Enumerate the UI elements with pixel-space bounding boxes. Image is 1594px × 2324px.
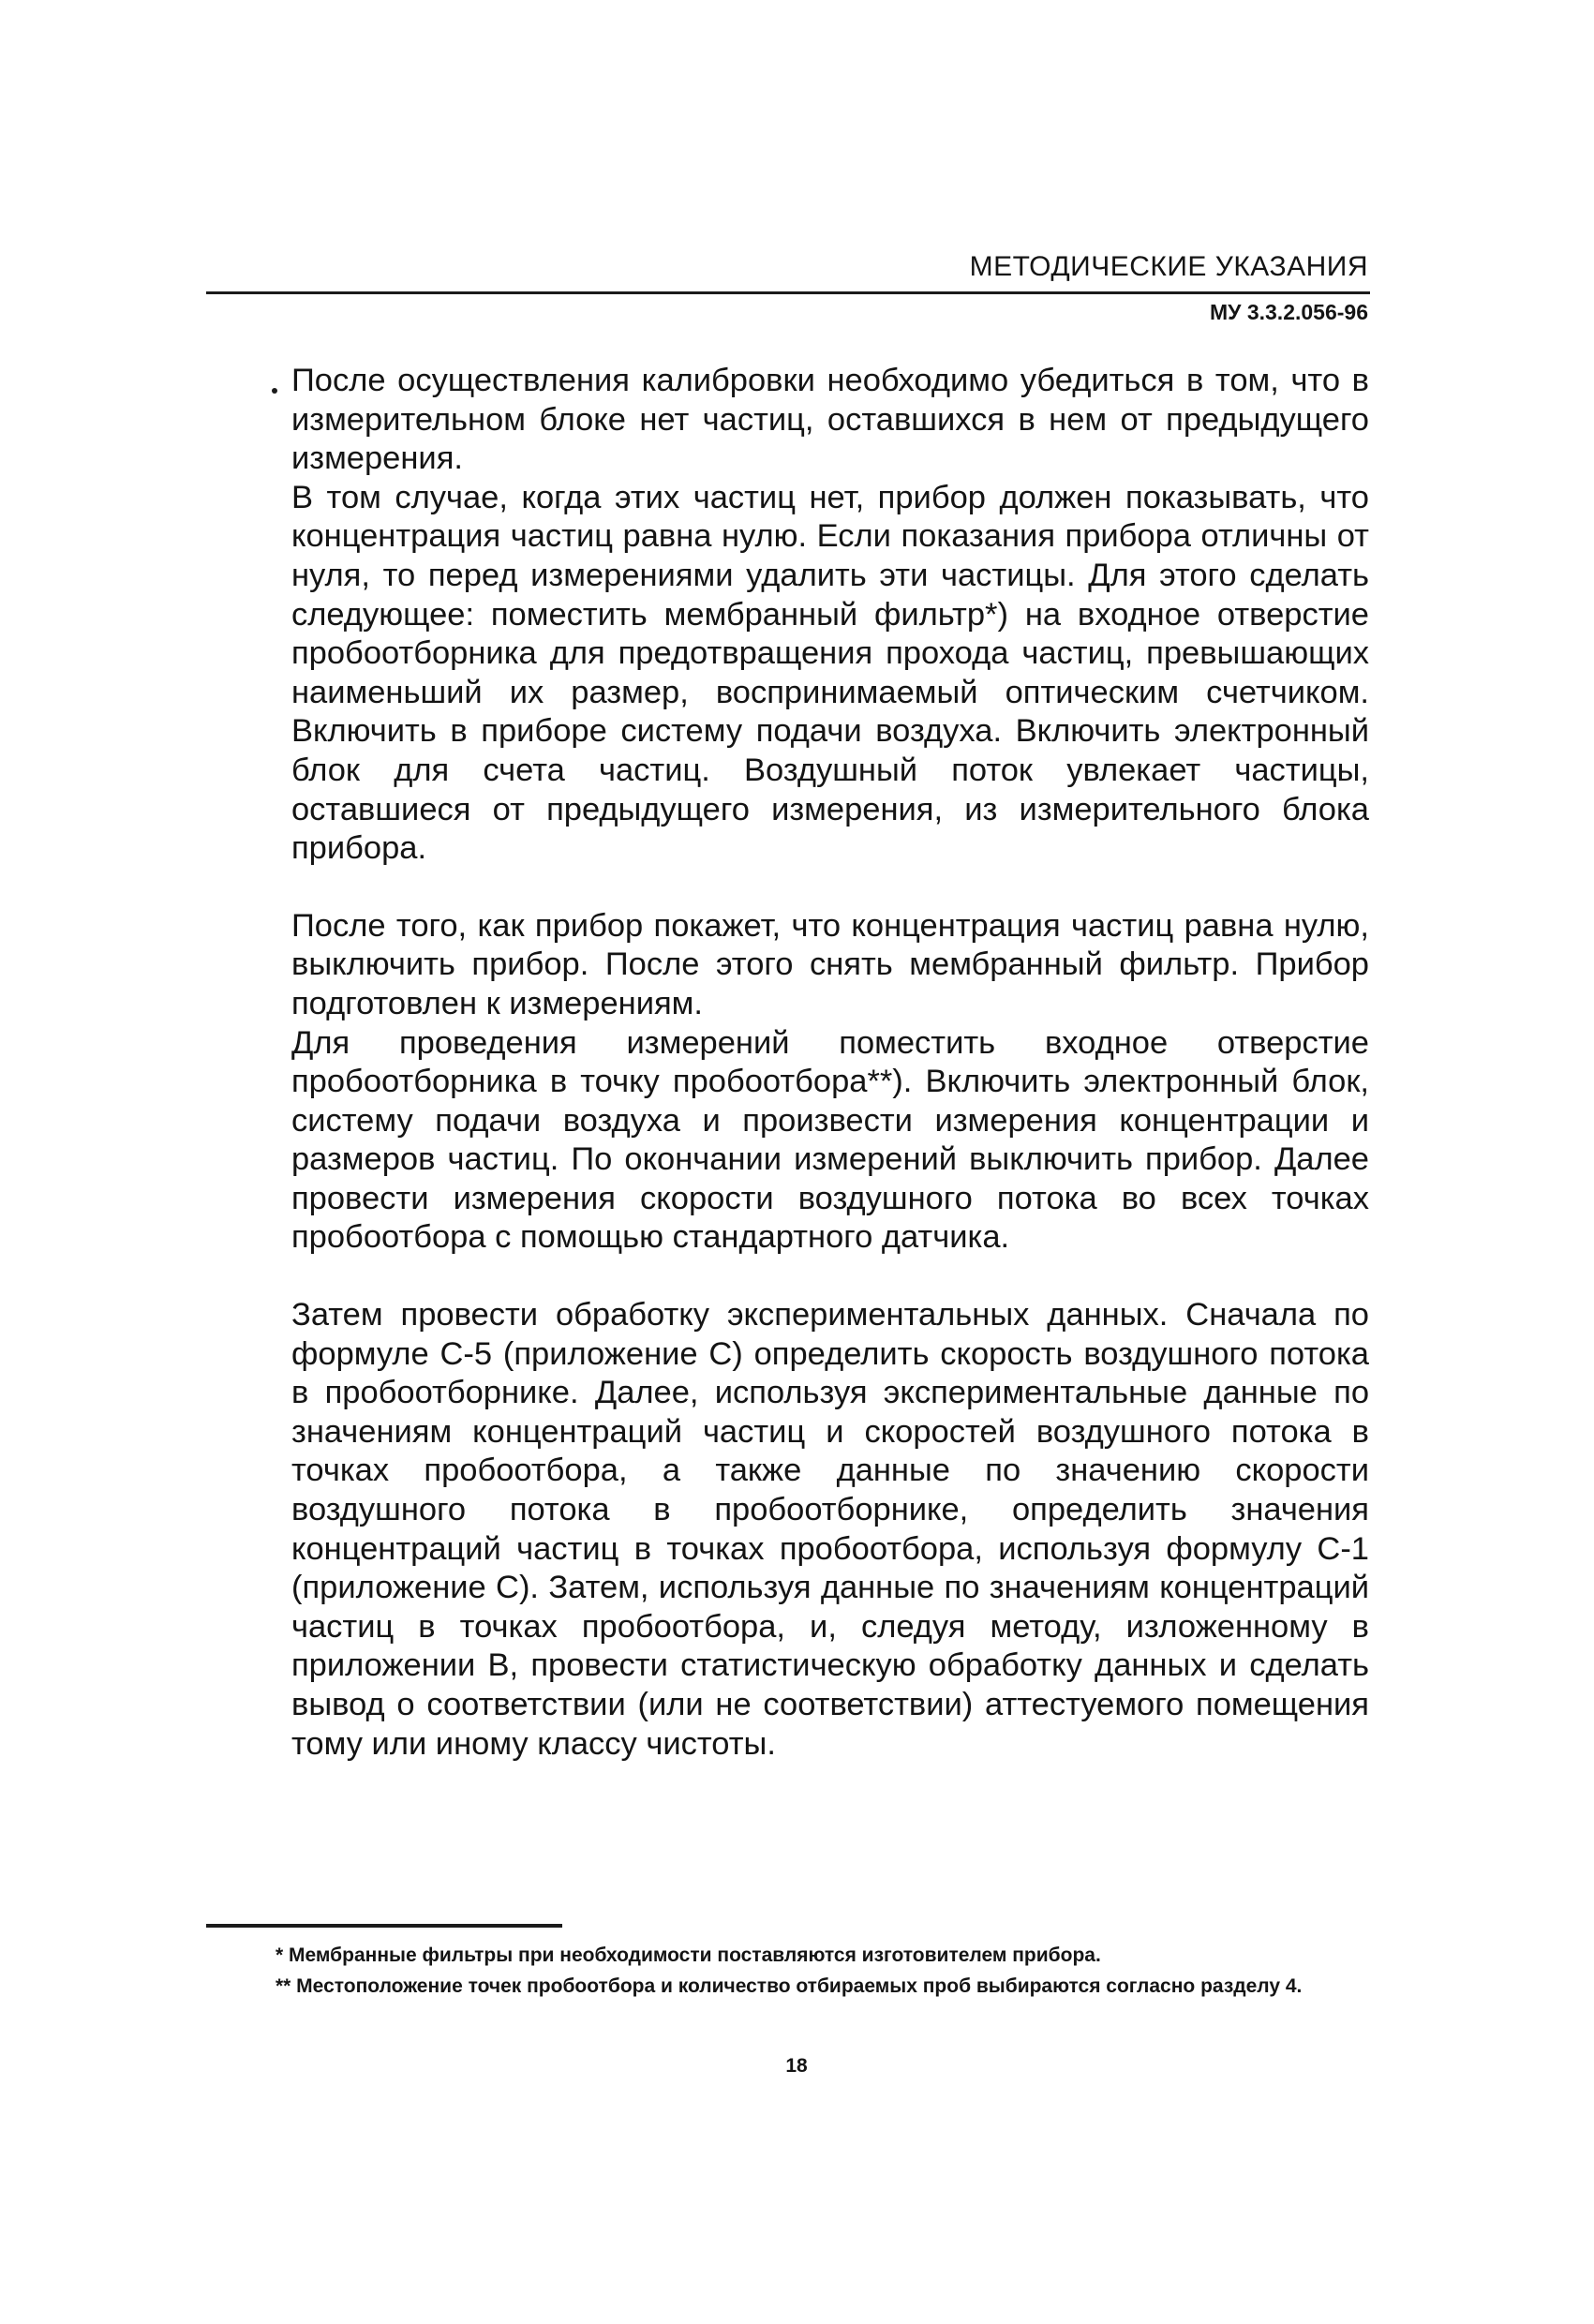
footnote-rule [206,1924,562,1928]
paragraph-4: Для проведения измерений поместить входное отверстие пробоотборника в точку пробоотбора**). Включить электронный блок, систему подачи воздуха и произвести измерения концентрации и размеров частиц. По окончании измерений выключить прибор. Далее провести измерения скорости воздушного потока во всех точках пробоотбора с помощью стандартного датчика. [291,1024,1369,1256]
paragraph-3: После того, как прибор покажет, что концентрация частиц равна нулю, выключить прибор. После этого снять мембранный фильтр. Прибор подготовлен к измерениям. [291,907,1369,1021]
body-text [291,362,1369,1764]
footnote-2: ** Местоположение точек пробоотбора и количество отбираемых проб выбираются согласно разделу 4. [276,1975,1303,1997]
document-header-title: МЕТОДИЧЕСКИЕ УКАЗАНИЯ [969,251,1368,282]
footnotes [276,1940,1372,2002]
footnote-1: * Мембранные фильтры при необходимости поставляются изготовителем прибора. [276,1944,1101,1966]
paragraph-1: После осуществления калибровки необходимо убедиться в том, что в измерительном блоке нет частиц, оставшихся в нем от предыдущего измерения. [291,363,1369,477]
paragraph-2: В том случае, когда этих частиц нет, прибор должен показывать, что концентрация частиц равна нулю. Если показания прибора отличны от нуля, то перед измерениями удалить эти частицы. Для этого сделать следующее: поместить мембранный фильтр*) на входное отверстие пробоотборника для предотвращения прохода частиц, превышающих наименьший их размер, воспринимаемый оптическим счетчиком. Включить в приборе систему подачи воздуха. Включить электронный блок для счета частиц. Воздушный поток увлекает частицы, оставшиеся от предыдущего измерения, из измерительного блока прибора. [291,479,1369,867]
header-rule [206,291,1370,294]
page-number: 18 [785,2055,808,2077]
document-code: МУ 3.3.2.056-96 [1209,300,1368,324]
paragraph-5: Затем провести обработку экспериментальных данных. Сначала по формуле С-5 (приложение С) определить скорость воздушного потока в пробоотборнике. Далее, используя экспериментальные данные по значениям концентраций частиц и скоростей воздушного потока в точках пробоотбора, а также данные по значению скорости воздушного потока в пробоотборнике, определить значения концентраций частиц в точках пробоотбора, используя формулу С-1 (приложение С). Затем, используя данные по значениям концентраций частиц в точках пробоотбора, и, следуя методу, изложенному в приложении В, провести статистическую обработку данных и сделать вывод о соответствии (или не соответствии) аттестуемого помещения тому или иному классу чистоты. [291,1297,1369,1762]
margin-mark [272,388,277,394]
